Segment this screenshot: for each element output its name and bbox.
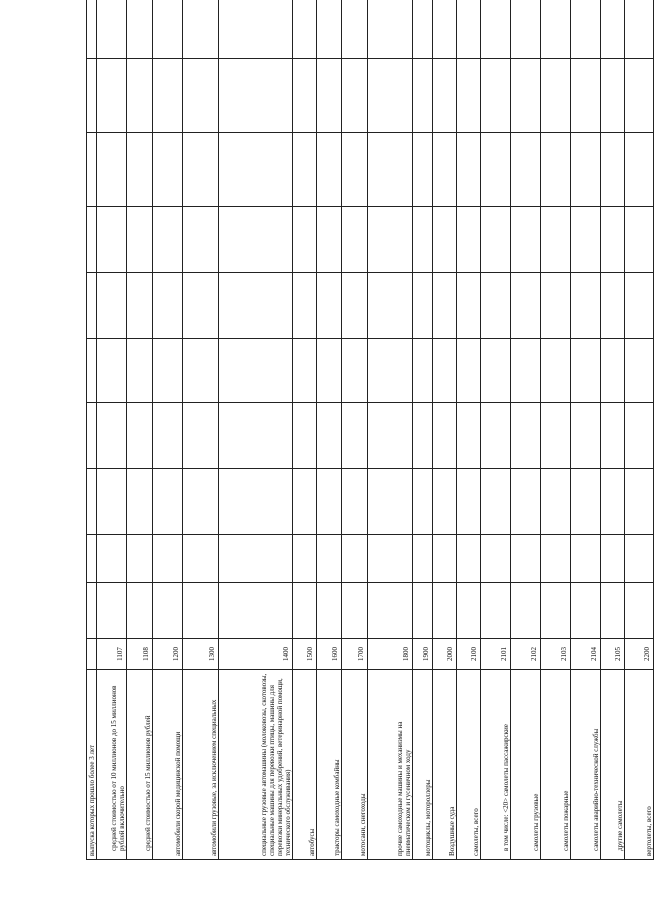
empty-value-cell [183,403,219,469]
empty-value-cell [541,133,571,207]
empty-value-cell [457,535,481,583]
empty-value-cell [625,0,654,59]
empty-value-cell [625,339,654,403]
empty-value-cell [481,339,511,403]
table-row [127,0,153,860]
empty-value-cell [342,0,368,59]
empty-value-cell [87,403,97,469]
empty-value-cell [457,133,481,207]
empty-value-cell [368,0,413,59]
table-row [368,0,413,860]
empty-value-cell [541,403,571,469]
empty-value-cell [293,133,317,207]
empty-value-cell [481,133,511,207]
empty-value-cell [368,583,413,639]
table-row [601,0,625,860]
empty-value-cell [293,273,317,339]
empty-value-cell [457,273,481,339]
empty-value-cell [601,469,625,535]
empty-value-cell [97,207,127,273]
empty-value-cell [342,583,368,639]
empty-value-cell [511,535,541,583]
empty-value-cell [183,0,219,59]
row-code-cell: 2000 [433,639,457,670]
empty-value-cell [293,339,317,403]
row-name-cell: выпуска которых прошло более 3 лет [87,670,97,860]
empty-value-cell [219,59,293,133]
empty-value-cell [368,469,413,535]
empty-value-cell [153,403,183,469]
row-name-cell: автомобили скорой медицинской помощи [153,670,183,860]
empty-value-cell [183,583,219,639]
table-row [342,0,368,860]
table-row [153,0,183,860]
empty-value-cell [413,535,433,583]
empty-value-cell [317,535,342,583]
row-name-cell: самолеты аварийно-технической службы [571,670,601,860]
empty-value-cell [433,403,457,469]
empty-value-cell [153,339,183,403]
empty-value-cell [457,207,481,273]
empty-value-cell [219,535,293,583]
empty-value-cell [87,0,97,59]
empty-value-cell [481,403,511,469]
empty-value-cell [293,59,317,133]
empty-value-cell [127,339,153,403]
empty-value-cell [153,583,183,639]
empty-value-cell [183,273,219,339]
row-code-cell: 1107 [97,639,127,670]
empty-value-cell [601,0,625,59]
empty-value-cell [625,469,654,535]
empty-value-cell [153,133,183,207]
empty-value-cell [511,469,541,535]
empty-value-cell [433,535,457,583]
empty-value-cell [625,583,654,639]
empty-value-cell [153,0,183,59]
row-name-cell: самолеты, всего [457,670,481,860]
row-code-cell: 1600 [317,639,342,670]
empty-value-cell [625,403,654,469]
empty-value-cell [293,583,317,639]
row-name-cell: в том числе: <20> самолеты пассажирские [481,670,511,860]
empty-value-cell [127,133,153,207]
empty-value-cell [481,59,511,133]
row-code-cell: 2101 [481,639,511,670]
empty-value-cell [127,403,153,469]
empty-value-cell [183,59,219,133]
empty-value-cell [183,469,219,535]
empty-value-cell [601,273,625,339]
empty-value-cell [541,583,571,639]
empty-value-cell [457,59,481,133]
row-code-cell: 1200 [153,639,183,670]
empty-value-cell [317,0,342,59]
empty-value-cell [481,583,511,639]
row-name-cell: тракторы самоходные комбайны [317,670,342,860]
table-row [511,0,541,860]
row-code-cell: 2103 [541,639,571,670]
row-code-cell: 2104 [571,639,601,670]
row-name-cell: специальные грузовые автомашины (молоковозы, скотовозы, специальные машины для перевозки птицы, машины для перевозки минеральных удобрений, ветеринарной помощи, технического обслуживания) [219,670,293,860]
empty-value-cell [413,583,433,639]
empty-value-cell [219,339,293,403]
table-row [571,0,601,860]
empty-value-cell [97,535,127,583]
table-row [183,0,219,860]
empty-value-cell [97,273,127,339]
empty-value-cell [293,469,317,535]
empty-value-cell [368,403,413,469]
empty-value-cell [625,207,654,273]
row-code-cell: 1400 [219,639,293,670]
empty-value-cell [601,583,625,639]
empty-value-cell [571,0,601,59]
empty-value-cell [87,133,97,207]
empty-value-cell [87,59,97,133]
empty-value-cell [153,273,183,339]
empty-value-cell [511,403,541,469]
empty-value-cell [97,59,127,133]
empty-value-cell [413,273,433,339]
empty-value-cell [183,133,219,207]
row-code-cell: 1900 [413,639,433,670]
table-row [541,0,571,860]
row-name-cell: средней стоимостью от 15 миллионов рублей [127,670,153,860]
empty-value-cell [127,535,153,583]
empty-value-cell [413,0,433,59]
empty-value-cell [127,59,153,133]
empty-value-cell [511,59,541,133]
empty-value-cell [87,273,97,339]
empty-value-cell [571,339,601,403]
row-name-cell: мотоциклы, мотороллеры [413,670,433,860]
empty-value-cell [511,0,541,59]
empty-value-cell [97,0,127,59]
empty-value-cell [219,583,293,639]
empty-value-cell [342,207,368,273]
empty-value-cell [433,469,457,535]
empty-value-cell [601,535,625,583]
empty-value-cell [342,535,368,583]
table-row [413,0,433,860]
empty-value-cell [541,469,571,535]
empty-value-cell [97,403,127,469]
empty-value-cell [601,207,625,273]
empty-value-cell [368,59,413,133]
empty-value-cell [457,0,481,59]
empty-value-cell [511,339,541,403]
empty-value-cell [433,0,457,59]
empty-value-cell [97,583,127,639]
empty-value-cell [183,535,219,583]
empty-value-cell [601,59,625,133]
empty-value-cell [413,207,433,273]
empty-value-cell [457,469,481,535]
row-name-cell: вертолеты, всего [625,670,654,860]
empty-value-cell [571,59,601,133]
row-name-cell: другие самолеты [601,670,625,860]
row-code-cell: 1300 [183,639,219,670]
table-row [87,0,97,860]
table-row [97,0,127,860]
empty-value-cell [541,273,571,339]
empty-value-cell [511,207,541,273]
empty-value-cell [293,535,317,583]
empty-value-cell [127,469,153,535]
empty-value-cell [511,273,541,339]
table-row [625,0,654,860]
empty-value-cell [219,403,293,469]
empty-value-cell [368,273,413,339]
empty-value-cell [153,535,183,583]
empty-value-cell [219,0,293,59]
empty-value-cell [571,273,601,339]
empty-value-cell [413,59,433,133]
empty-value-cell [413,339,433,403]
empty-value-cell [342,273,368,339]
empty-value-cell [342,133,368,207]
empty-value-cell [433,59,457,133]
empty-value-cell [317,273,342,339]
row-name-cell: автобусы [293,670,317,860]
empty-value-cell [97,339,127,403]
empty-value-cell [601,133,625,207]
empty-value-cell [457,583,481,639]
row-code-cell [87,639,97,670]
empty-value-cell [625,59,654,133]
empty-value-cell [541,0,571,59]
empty-value-cell [541,339,571,403]
empty-value-cell [293,403,317,469]
empty-value-cell [413,403,433,469]
empty-value-cell [481,469,511,535]
table-row [433,0,457,860]
row-code-cell: 1700 [342,639,368,670]
empty-value-cell [219,207,293,273]
row-name-cell: средней стоимостью от 10 миллионов до 15 миллионов рублей включительно [97,670,127,860]
empty-value-cell [433,207,457,273]
empty-value-cell [127,0,153,59]
empty-value-cell [183,339,219,403]
empty-value-cell [317,59,342,133]
table-row [457,0,481,860]
empty-value-cell [317,469,342,535]
empty-value-cell [511,583,541,639]
row-code-cell: 1108 [127,639,153,670]
empty-value-cell [317,207,342,273]
empty-value-cell [87,535,97,583]
empty-value-cell [541,207,571,273]
empty-value-cell [601,339,625,403]
empty-value-cell [571,535,601,583]
empty-value-cell [87,339,97,403]
empty-value-cell [625,133,654,207]
empty-value-cell [219,133,293,207]
empty-value-cell [87,469,97,535]
table-body [87,0,654,860]
empty-value-cell [481,535,511,583]
empty-value-cell [368,339,413,403]
empty-value-cell [127,207,153,273]
empty-value-cell [457,339,481,403]
empty-value-cell [219,469,293,535]
empty-value-cell [457,403,481,469]
empty-value-cell [342,59,368,133]
empty-value-cell [342,403,368,469]
vehicles-table [86,0,654,860]
empty-value-cell [317,339,342,403]
rotated-table-sheet [86,59,653,860]
empty-value-cell [541,59,571,133]
row-code-cell: 2200 [625,639,654,670]
empty-value-cell [317,403,342,469]
empty-value-cell [433,133,457,207]
empty-value-cell [481,0,511,59]
empty-value-cell [413,469,433,535]
row-name-cell: самолеты пожарные [541,670,571,860]
table-row [219,0,293,860]
empty-value-cell [153,469,183,535]
row-code-cell: 2100 [457,639,481,670]
empty-value-cell [625,273,654,339]
empty-value-cell [368,535,413,583]
empty-value-cell [413,133,433,207]
empty-value-cell [368,207,413,273]
empty-value-cell [481,273,511,339]
empty-value-cell [153,207,183,273]
table-row [293,0,317,860]
empty-value-cell [97,133,127,207]
empty-value-cell [317,133,342,207]
empty-value-cell [342,339,368,403]
empty-value-cell [317,583,342,639]
empty-value-cell [571,207,601,273]
table-row [481,0,511,860]
row-name-cell: автомобили грузовые, за исключением специальных [183,670,219,860]
empty-value-cell [183,207,219,273]
table-row [317,0,342,860]
empty-value-cell [541,535,571,583]
empty-value-cell [293,0,317,59]
empty-value-cell [571,583,601,639]
empty-value-cell [511,133,541,207]
row-code-cell: 2102 [511,639,541,670]
empty-value-cell [481,207,511,273]
empty-value-cell [87,583,97,639]
row-name-cell: прочие самоходные машины и механизмы на пневматическом и гусеничном ходу [368,670,413,860]
empty-value-cell [87,207,97,273]
row-code-cell: 2105 [601,639,625,670]
empty-value-cell [219,273,293,339]
empty-value-cell [127,583,153,639]
empty-value-cell [625,535,654,583]
empty-value-cell [97,469,127,535]
empty-value-cell [153,59,183,133]
empty-value-cell [601,403,625,469]
empty-value-cell [433,583,457,639]
empty-value-cell [571,469,601,535]
empty-value-cell [571,133,601,207]
row-name-cell: мотосани, снегоходы [342,670,368,860]
empty-value-cell [433,273,457,339]
row-code-cell: 1500 [293,639,317,670]
row-code-cell: 1800 [368,639,413,670]
empty-value-cell [571,403,601,469]
row-name-cell: Воздушные суда [433,670,457,860]
empty-value-cell [433,339,457,403]
empty-value-cell [127,273,153,339]
empty-value-cell [293,207,317,273]
empty-value-cell [368,133,413,207]
row-name-cell: самолеты грузовые [511,670,541,860]
empty-value-cell [342,469,368,535]
